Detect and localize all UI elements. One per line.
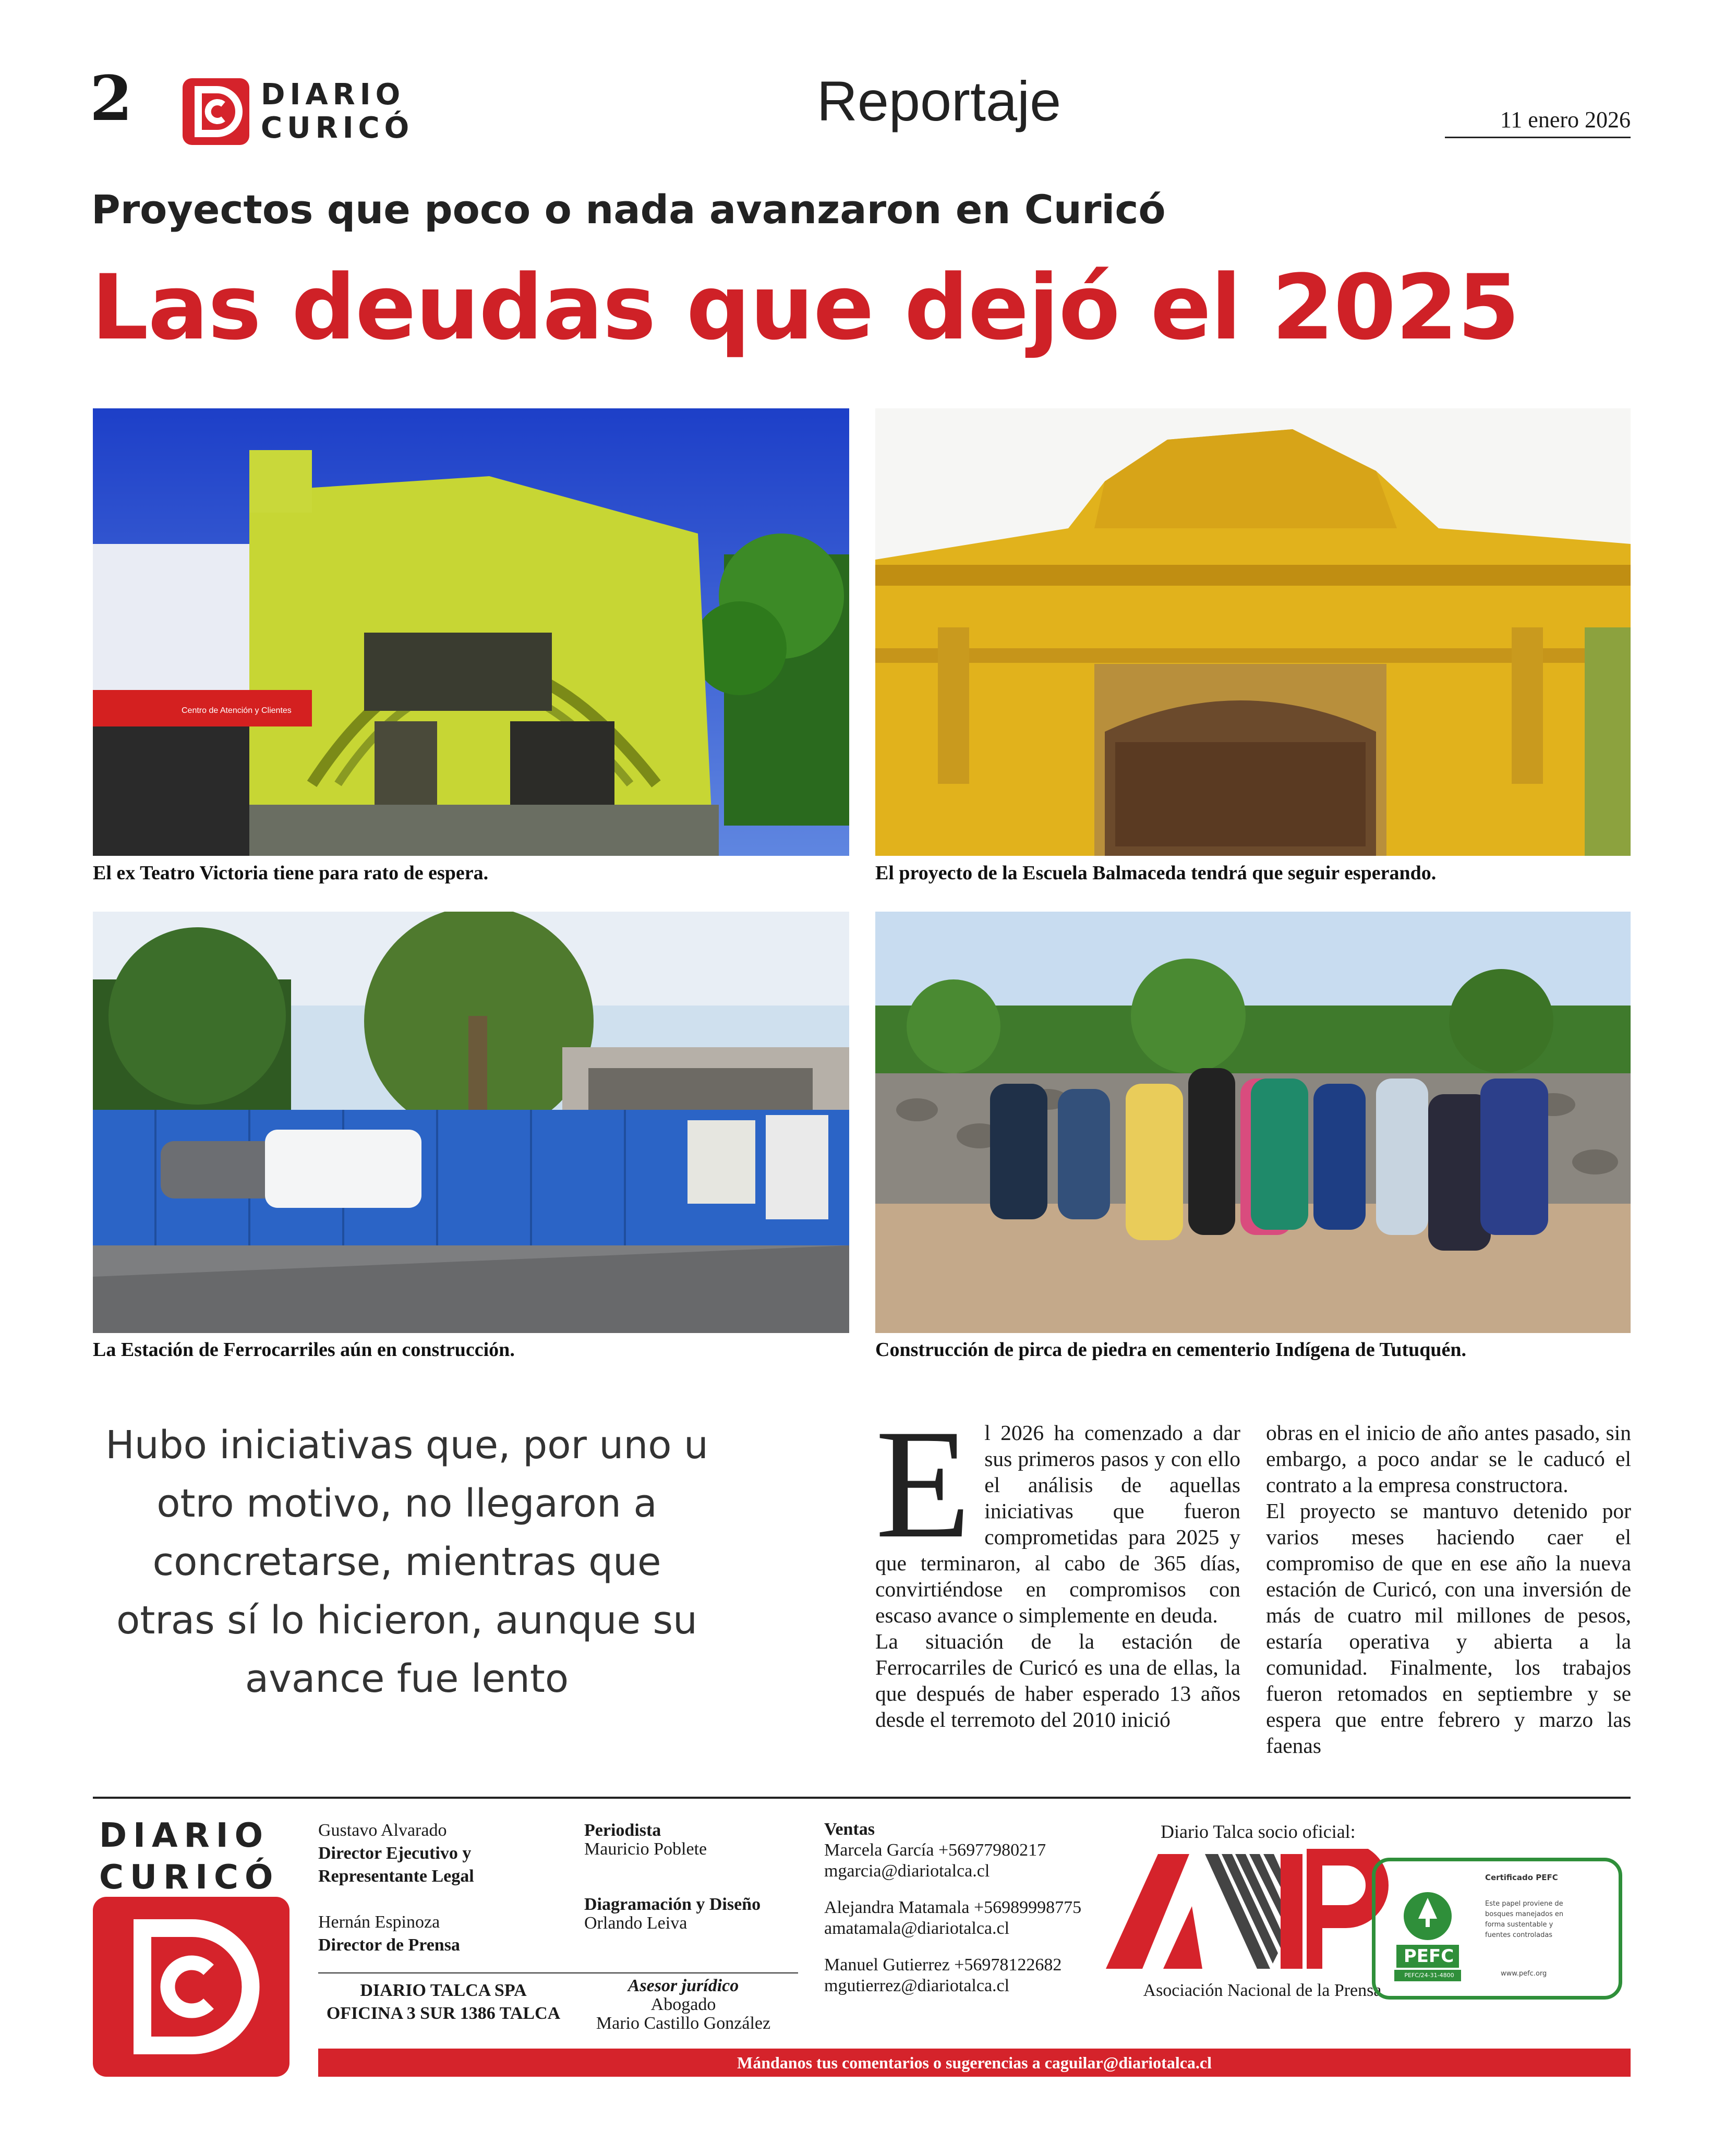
asesor-block — [579, 1977, 788, 2033]
issue-date: 11 enero 2026 — [1500, 107, 1631, 132]
staff-block-1 — [318, 1819, 474, 1957]
staff1-role-a: Director Ejecutivo y — [318, 1844, 472, 1863]
anp-partner-label: Diario Talca socio oficial: — [1161, 1821, 1356, 1842]
periodista-name: Mauricio Poblete — [584, 1839, 707, 1859]
masthead-logo-text — [261, 78, 414, 145]
caption-estacion: La Estación de Ferrocarriles aún en construcción. — [93, 1339, 515, 1361]
feedback-bar[interactable]: Mándanos tus comentarios o sugerencias a caguilar@diariotalca.cl — [318, 2049, 1631, 2077]
company-block — [318, 1979, 569, 2025]
caption-teatro: El ex Teatro Victoria tiene para rato de espera. — [93, 862, 489, 884]
pefc-code: PEFC/24-31-4800 — [1404, 1972, 1454, 1979]
ventas-block — [824, 1819, 1081, 1996]
anp-name: Asociación Nacional de la Prensa — [1143, 1981, 1382, 2000]
pefc-url: www.pefc.org — [1501, 1970, 1547, 1978]
footer-divider — [93, 1797, 1631, 1799]
article-paragraph-3: obras en el inicio de año antes pasado, sin embargo, a poco andar se le caducó el contrato a la empresa constructora. — [1266, 1421, 1631, 1497]
photo-teatro-victoria — [93, 408, 849, 856]
pefc-title: Certificado PEFC — [1485, 1873, 1558, 1882]
caption-escuela: El proyecto de la Escuela Balmaceda tendrá que seguir esperando. — [875, 862, 1437, 884]
ventas1-phone: Marcela García +56977980217 — [824, 1840, 1046, 1860]
company-name: DIARIO TALCA SPA — [360, 1981, 527, 2000]
pefc-text: Este papel proviene de bosques manejados en forma sustentable y fuentes controladas — [1485, 1900, 1564, 1939]
periodista-label: Periodista — [584, 1821, 661, 1840]
article-column-1 — [875, 1397, 1240, 1733]
footer-thin-rule — [318, 1972, 798, 1973]
diseno-name: Orlando Leiva — [584, 1913, 687, 1933]
photo-estacion-ferrocarriles — [93, 912, 849, 1333]
photo-cementerio-tutuquen — [875, 912, 1631, 1333]
article-column-2 — [1266, 1420, 1631, 1759]
photo-escuela-balmaceda — [875, 408, 1631, 856]
ventas3-phone: Manuel Gutierrez +56978122682 — [824, 1955, 1062, 1975]
footer-logo-text — [99, 1815, 279, 1898]
drop-cap: E — [875, 1397, 971, 1570]
diseno-label: Diagramación y Diseño — [584, 1895, 761, 1914]
article-paragraph-4: El proyecto se mantuvo detenido por varios meses haciendo caer el compromiso de que en ese año la nueva estación de Curicó, con una inversión de más de cuatro mil millones de pesos, estaría operativa y abierta a la comunidad. Finalmente, los trabajos fueron retomados en septiembre y se espera que entre febrero y marzo las faenas — [1266, 1499, 1631, 1758]
logo-line-1: DIARIO — [261, 78, 405, 112]
ventas2-phone: Alejandra Matamala +56989998775 — [824, 1898, 1082, 1917]
staff2-name: Hernán Espinoza — [318, 1912, 440, 1932]
caption-cementerio: Construcción de pirca de piedra en cementerio Indígena de Tutuquén. — [875, 1339, 1467, 1361]
staff1-role-b: Representante Legal — [318, 1867, 474, 1886]
staff-block-2 — [584, 1819, 761, 1935]
page-number: 2 — [90, 62, 133, 135]
article-paragraph-1: l 2026 ha comenzado a dar sus primeros pasos y con ello el análisis de aquellas iniciativas que fueron comprometidas para 2025 y que terminaron, al cabo de 365 días, convirtiéndose en compromisos con escaso avance o simplemente en deuda. — [875, 1421, 1240, 1627]
date-underline — [1445, 137, 1631, 138]
staff2-role: Director de Prensa — [318, 1935, 460, 1955]
article-paragraph-2: La situación de la estación de Ferrocarriles de Curicó es una de ellas, la que después de haber esperado 13 años desde el terremoto del 2010 inició — [875, 1629, 1240, 1731]
footer-logo-line-2: CURICÓ — [99, 1858, 280, 1897]
logo-d-icon — [183, 78, 249, 145]
section-title: Reportaje — [816, 69, 1061, 132]
store-sign-text: Centro de Atención y Clientes — [182, 706, 292, 715]
company-office: OFICINA 3 SUR 1386 TALCA — [326, 2004, 561, 2023]
asesor-label: Asesor jurídico — [628, 1976, 739, 1995]
footer-logo-d-icon — [93, 1897, 289, 2077]
ventas-label: Ventas — [824, 1820, 875, 1839]
footer-logo-icon — [93, 1897, 289, 2077]
footer-logo-line-1: DIARIO — [99, 1816, 269, 1855]
asesor-name: Mario Castillo González — [596, 2014, 771, 2033]
logo-line-2: CURICÓ — [261, 111, 414, 145]
ventas3-mail[interactable]: mgutierrez@diariotalca.cl — [824, 1976, 1010, 1995]
ventas2-mail[interactable]: amatamala@diariotalca.cl — [824, 1919, 1010, 1938]
anp-logo-icon — [1101, 1849, 1393, 1977]
pefc-badge — [1372, 1858, 1622, 2000]
logo-icon — [183, 78, 249, 145]
kicker: Proyectos que poco o nada avanzaron en Curicó — [91, 186, 1166, 233]
asesor-title: Abogado — [650, 1995, 716, 2014]
pull-quote: Hubo iniciativas que, por uno u otro motivo, no llegaron a concretarse, mientras que otras sí lo hicieron, aunque su avance fue lento — [105, 1423, 708, 1701]
headline: Las deudas que dejó el 2025 — [91, 255, 1519, 360]
ventas1-mail[interactable]: mgarcia@diariotalca.cl — [824, 1861, 990, 1881]
staff1-name: Gustavo Alvarado — [318, 1821, 447, 1840]
pefc-word: PEFC — [1403, 1946, 1454, 1967]
